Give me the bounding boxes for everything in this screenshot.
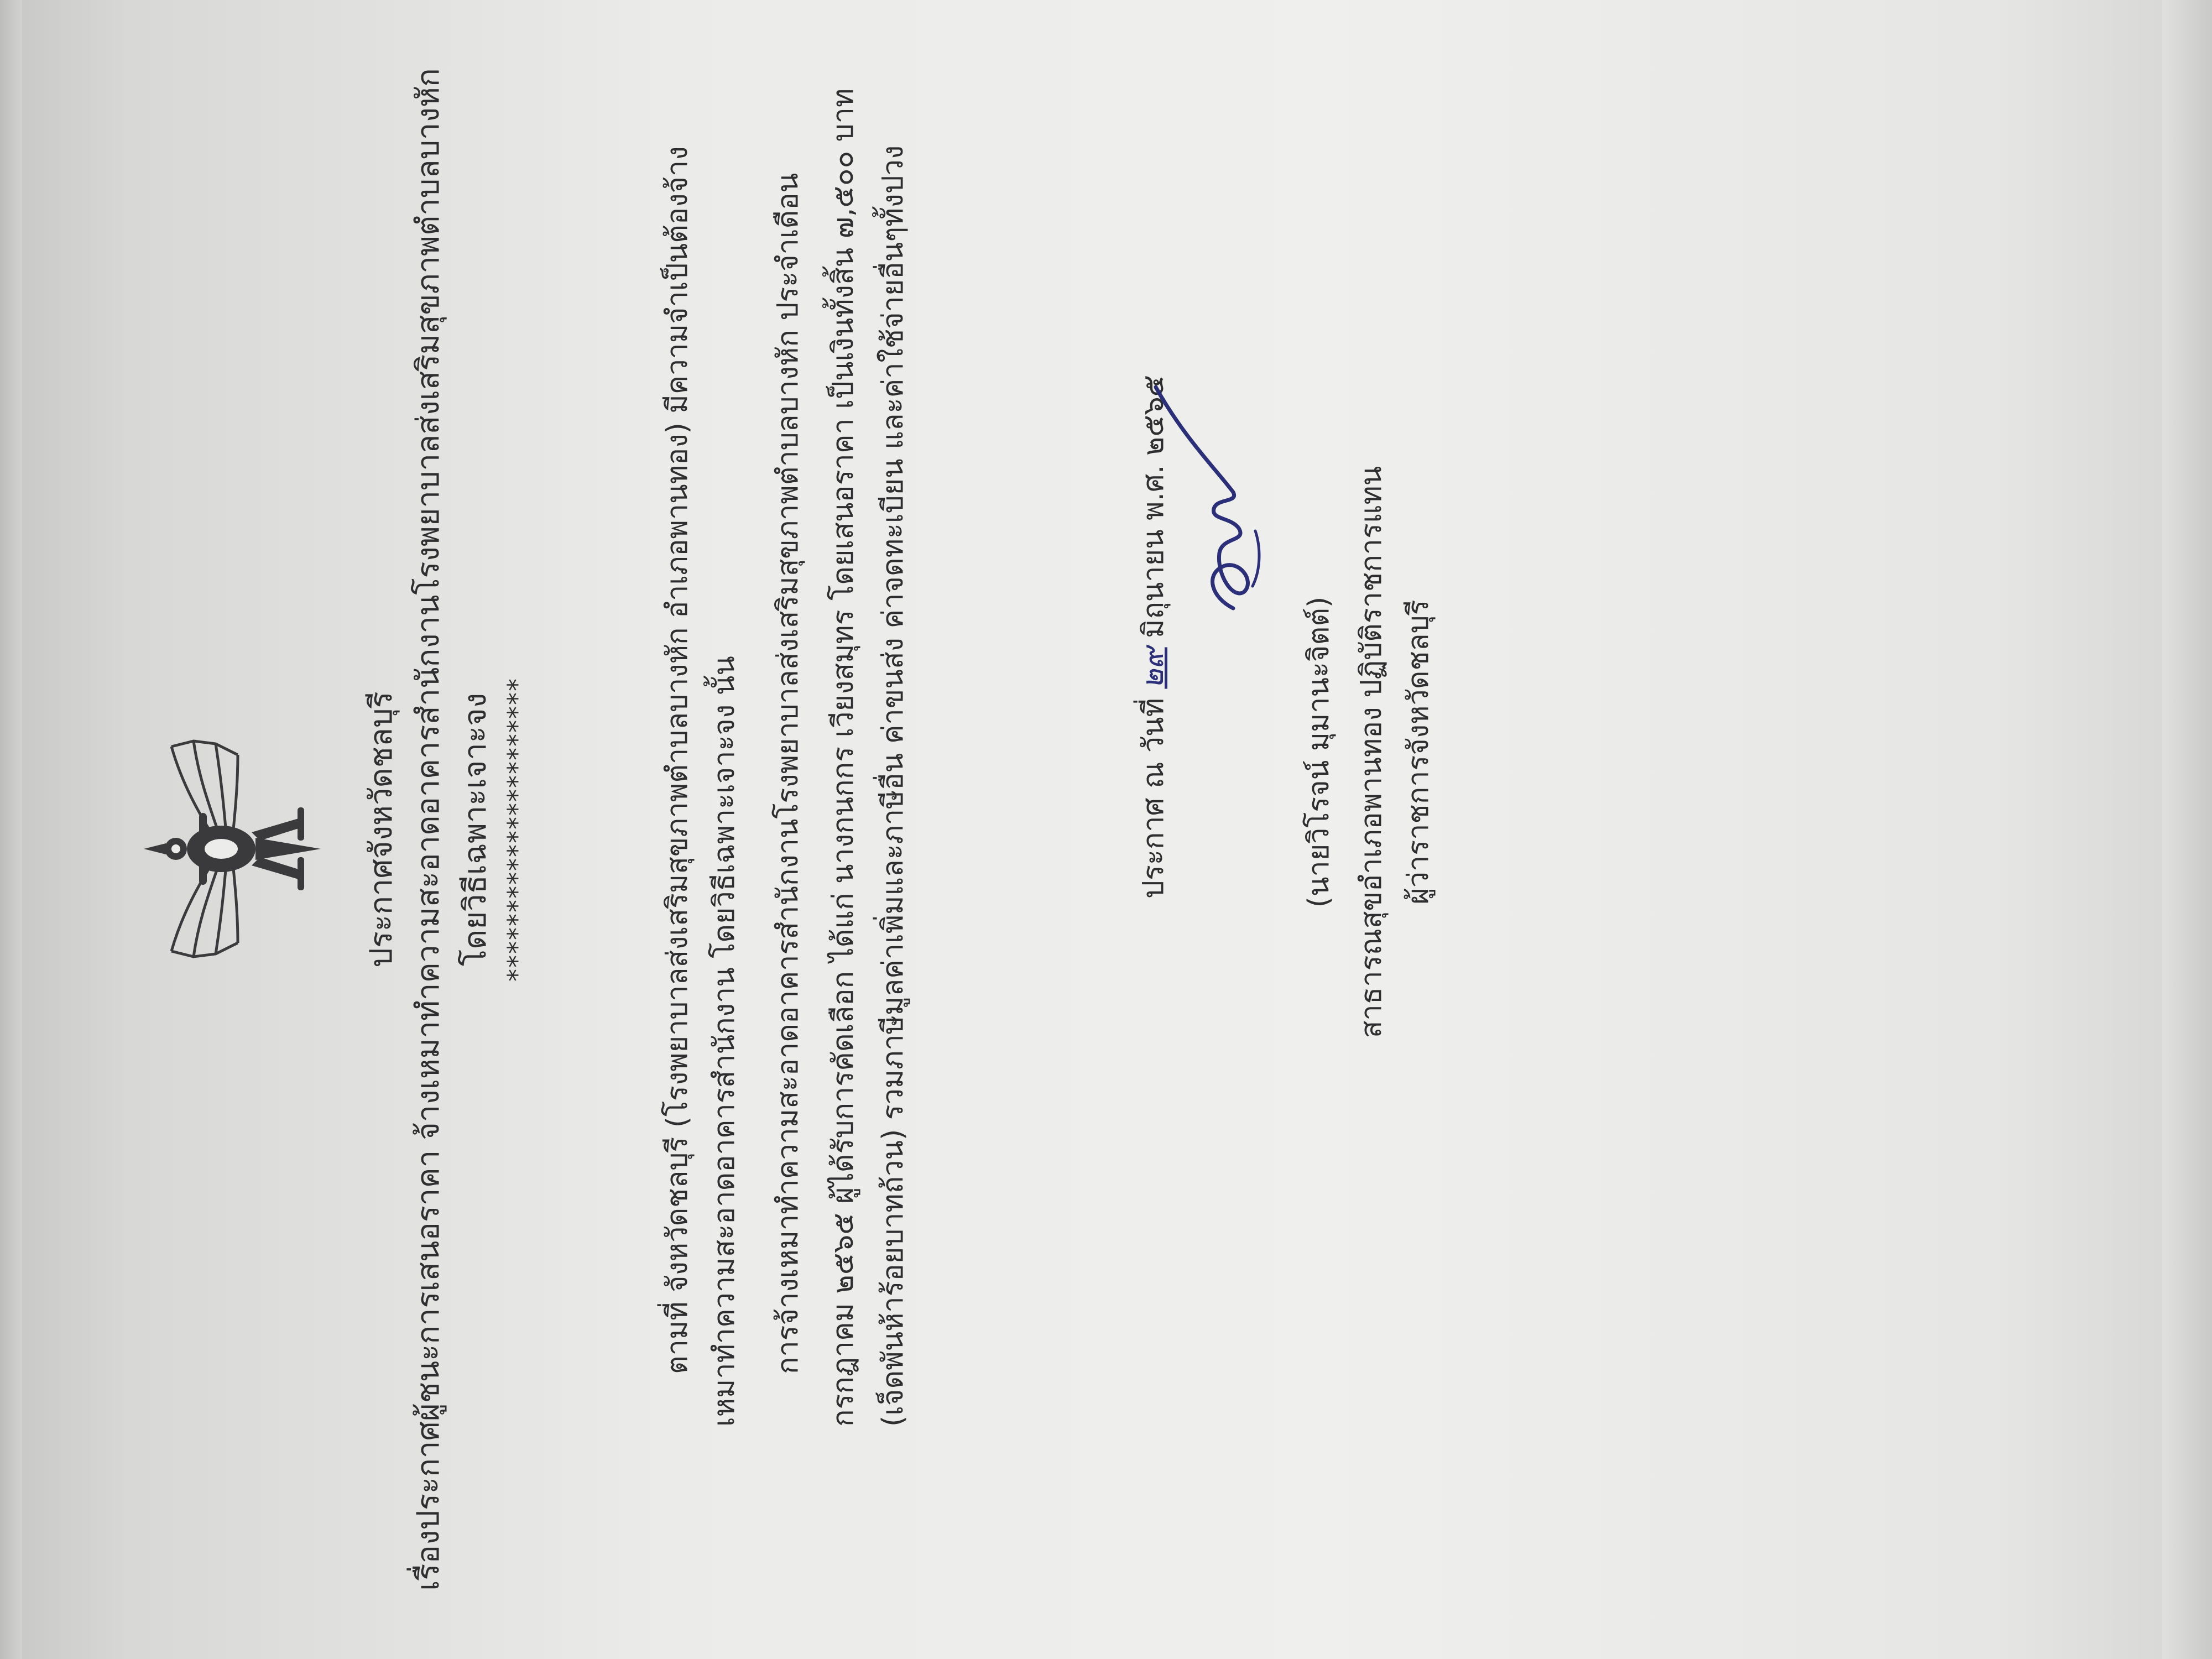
paragraph-1-line-2: เหมาทำความสะอาดอาคารสำนักงาน โดยวิธีเฉพาะเจาะจง นั้น (708, 656, 741, 1427)
date-prefix: ประกาศ ณ วันที่ (1137, 698, 1170, 899)
date-day-handwritten: ๒๙ (1136, 647, 1170, 689)
signatory-position-line-1: สาธารณสุขอำเภอพานทอง ปฏิบัติราชการแทน (1355, 466, 1388, 1039)
announcement-authority: ประกาศจังหวัดชลบุรี (363, 691, 399, 968)
paragraph-2-line-2: กรกฎาคม ๒๕๖๕ ผู้ได้รับการคัดเลือก ได้แก่ นางกนกกร เวียงสมุทร โดยเสนอราคา เป็นเงินทั้งสิ้น ๗,๕๐๐ บาท (827, 88, 860, 1427)
signatory-position-line-2: ผู้ว่าราชการจังหวัดชลบุรี (1402, 599, 1435, 905)
signatory-name: (นายวิโรจน์ มุมานะจิตต์) (1302, 596, 1335, 908)
handwritten-signature (1150, 276, 1277, 619)
announcement-subject: เรื่องประกาศผู้ชนะการเสนอราคา จ้างเหมาทำความสะอาดอาคารสำนักงานโรงพยาบาลส่งเสริมสุขภาพตำบลบางหัก (410, 68, 446, 1591)
paragraph-1-line-1: ตามที่ จังหวัดชลบุรี (โรงพยาบาลส่งเสริมสุขภาพตำบลบางหัก อำเภอพานทอง) มีความจำเป็นต้องจ้าง (661, 146, 694, 1374)
date-month-year: มิถุนายน พ.ศ. ๒๕๖๕ (1137, 374, 1170, 638)
garuda-emblem-icon (133, 730, 332, 968)
header-separator: ********************** (502, 677, 532, 982)
procurement-method: โดยวิธีเฉพาะเจาะจง (457, 692, 493, 967)
paragraph-2-line-3: (เจ็ดพันห้าร้อยบาทถ้วน) รวมภาษีมูลค่าเพิ่มและภาษีอื่น ค่าขนส่ง ค่าจดทะเบียน และค่าใช้จ่ายอื่นๆทั้งปวง (877, 145, 910, 1427)
paragraph-2-line-1: การจ้างเหมาทำความสะอาดอาคารสำนักงานโรงพยาบาลส่งเสริมสุขภาพตำบลบางหัก ประจำเดือน (771, 173, 805, 1374)
